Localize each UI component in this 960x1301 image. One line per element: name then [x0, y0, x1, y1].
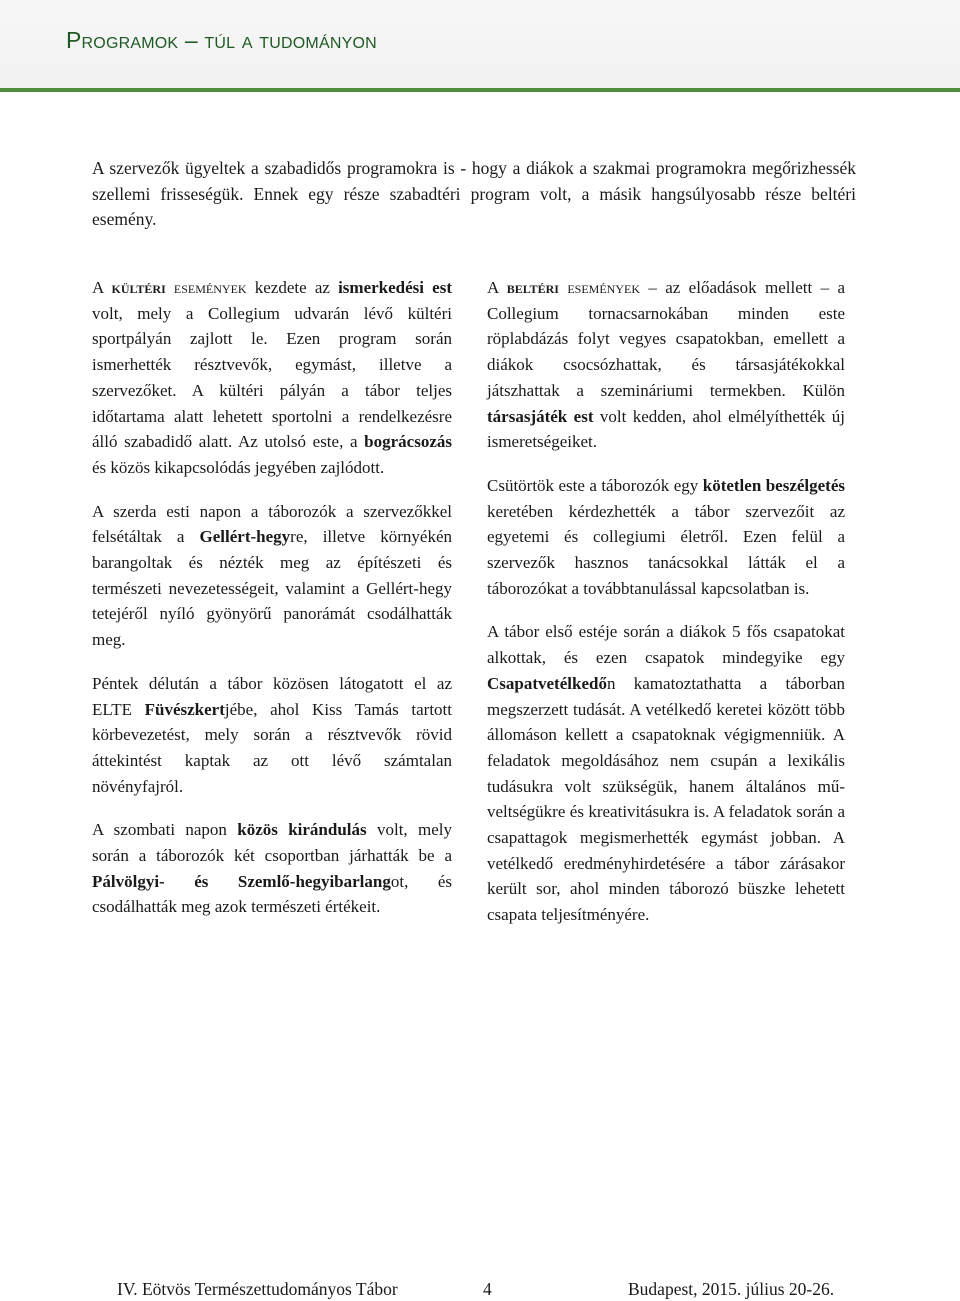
bold-term: Gellért-hegy: [199, 527, 291, 547]
page-title: Programok – túl a tudományon: [66, 27, 377, 53]
text-span: volt, mely során a táborozók két csoportban járhatták be a: [92, 820, 452, 866]
bold-term: Pálvölgyi- és Szemlő-hegyibarlang: [92, 871, 391, 891]
text-span: Csütörtök este a táborozók egy: [487, 475, 703, 495]
bold-term: társasjáték est: [487, 406, 594, 426]
excursion-paragraph: [92, 817, 452, 920]
gellert-hill-paragraph: [92, 499, 452, 653]
team-quiz-paragraph: [487, 619, 845, 927]
right-column: [487, 275, 845, 946]
bold-term: bográcsozás: [364, 432, 452, 452]
text-span: A szombati napon: [92, 820, 238, 840]
text-span: volt kedden, ahol elmélyíthették új ismeretségeiket.: [487, 406, 845, 452]
text-span: – az előadások mellett – a Collegium tornacsarnokában minden este röplabdázás folyt vegyes csapatokban, emellett a diákok csocsózhattak, és társasjátékokkal játszhattak a szemináriumi termekben. Külön: [487, 278, 845, 400]
text-span: ot, és csodálhatták meg azok természeti értékeit.: [92, 871, 452, 917]
page-footer: [0, 1279, 960, 1301]
bold-term: Csapatvetélkedő: [487, 673, 607, 693]
bold-term: kötetlen beszélgetés: [702, 475, 846, 495]
intro-paragraph: A szervezők ügyeltek a szabadidős programokra is - hogy a diákok a szakmai programokra megőrizhessék szellemi frisseségük. Ennek egy része szabadtéri program volt, a másik hangsúlyosabb része beltéri esemény.: [92, 158, 856, 229]
bold-term: közös kirándulás: [237, 820, 367, 840]
text-span: Péntek délután a tábor közösen látogatott el az ELTE: [92, 673, 452, 719]
text-span: volt, mely a Collegium udvarán lévő kültéri sportpályán zajlott le. Ezen program során ismerhették résztvevők, egymást, illetve a szervezőket. A kültéri pályán a tábor teljes időtartama alatt lehetett sportolni a rendelkezésre álló szabadidő alatt. Az utolsó este, a: [92, 303, 452, 452]
page-header: [0, 0, 960, 92]
indoor-label: beltéri: [506, 278, 559, 297]
text-span: A tábor első estéje során a diákok 5 fős csapatokat alkottak, és ezen csapatok mindegyike egy: [487, 622, 845, 668]
footer-place-date: Budapest, 2015. július 20-26.: [628, 1279, 835, 1299]
events-label: események: [165, 278, 247, 297]
text-span: n kamatoztathatta a táborban megszerzett tudását. A vetélkedő keretei között több állomáson kellett a csapatoknak végigmenniük. A feladatok megoldásához nem csupán a lexikális tudásukra volt szükségük, hanem általános műveltségükre és kreativitásukra is. A feladatok során a csapattagok megismerhették egymást jobban. A vetélkedő eredményhirdetésére a tábor zárásakor került sor, ahol minden táborozó büszke lehetett csapata teljesítményére.: [487, 673, 845, 925]
text-span: kezdete az: [246, 278, 339, 297]
text-span: és közös kikapcsolódás jegyében zajlódott.: [92, 457, 385, 477]
text-span: jébe, ahol Kiss Tamás tartott körbevezetést, mely során a résztvevők rövid áttekintést kaptak az ott lévő számtalan növényfajról.: [92, 699, 453, 796]
text-span: re, illetve környékén barangoltak és nézték meg az építészeti és természeti nevezetességeit, valamint a Gellért-hegy tetejéről nyíló gyönyörű panorámát csodálhatták meg.: [92, 527, 452, 650]
text-span: A: [92, 278, 112, 297]
bold-term: Füvészkert: [144, 699, 225, 719]
outdoor-events-paragraph: [92, 275, 452, 481]
header-divider: [0, 88, 960, 92]
botanical-garden-paragraph: [92, 671, 452, 800]
events-label: események: [558, 278, 640, 297]
left-column: [92, 275, 452, 938]
text-span: A: [487, 278, 507, 297]
conversation-paragraph: [487, 473, 845, 602]
indoor-events-paragraph: [487, 275, 845, 455]
bold-term: ismerkedési est: [338, 278, 452, 297]
footer-event-name: IV. Eötvös Természettudományos Tábor: [117, 1279, 398, 1299]
page-number: 4: [483, 1279, 492, 1299]
text-span: A szerda esti napon a táborozók a szervezőkkel felsétáltak a: [92, 501, 452, 547]
text-span: keretében kérdezhették a tábor szervezőit az egyetemi és collegiumi életről. Ezen felül a szervezők hasznos tanácsokkal látták el a táborozókat a továbbtanulással kapcsolatban is.: [487, 501, 845, 598]
outdoor-label: kültéri: [111, 278, 166, 297]
